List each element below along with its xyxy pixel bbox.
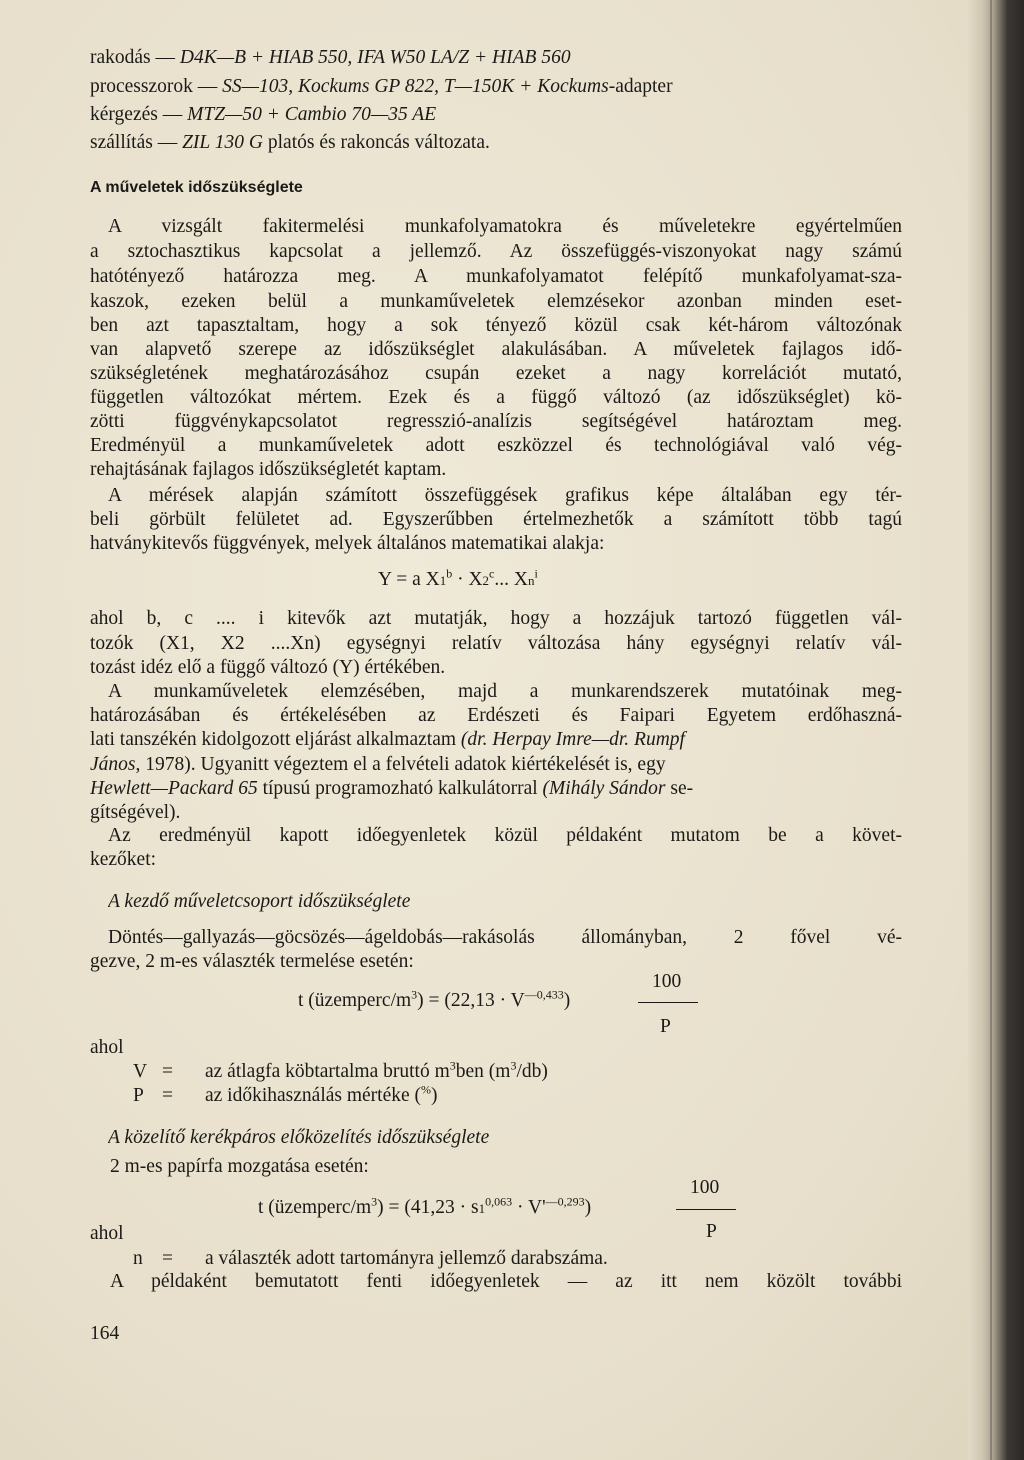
equipment-transport: szállítás — ZIL 130 G platós és rakoncás változata. [90,132,490,153]
paragraph-7: 2 m-es papírfa mozgatása esetén: [110,1156,369,1177]
fraction-bar [638,1002,698,1003]
subheading-skidding: A közelítő kerékpáros előközelítés időszükséglete [108,1127,490,1148]
where-label: ahol [90,1037,124,1058]
general-formula: Y = a $X1^b \cdot X2^c$... Xn$^i$ [378,566,538,590]
page-number: 164 [90,1323,120,1344]
definition-V: V [133,1061,148,1082]
scanned-page: rakodás — D4K—B + HIAB 550, IFA W50 LA/Z + HIAB 560 processzorok — SS—103, Kockums GP 822, T—150K + Kockums-adapter kérgezés — MTZ—50 + Cambio 70—35 AE szállítás — ZIL 130 G platós és rakoncás változata. A műveletek időszükséglete A vizsgált fakitermelési munkafolyamatokra és műveletekre egyértelműen a sztochasztikus kapcsolat a jellemző. Az összefüggés-viszonyokat nagy számú hatótényező határozza meg. A munkafolyamatot felépítő munkafolyamat-sza- kaszok, ezeken belül a munkaműveletek elemzésekor azonban minden eset- ben azt tapasztaltam, hogy a sok tényező közül csak két-három változónak van alapvető szerepe az időszükséglet alakulásában. A műveletek fajlagos idő- szükségletének meghatározásához csupán ezeket a nagy korrelációt mutató, független változókat mértem. Ezek és a függő változó (az időszükséglet) kö- zötti függvénykapcsolatot regresszió-analízis segítségével határoztam meg. Eredményül a munkaműveletek adott eszközzel és technológiával való vég- rehajtásának fajlagos időszükségletét kaptam. A mérések alapján számított összefüggések grafikus képe általában egy tér- beli görbült felületet ad. Egyszerűbben értelmezhetők a számított több tagú hatványkitevős függvények, melyek általános matematikai alakja: Y = a $X1^b \cdot X2^c$... Xn$^i$ ahol b, c .... i kitevők azt mutatják, hogy a hozzájuk tartozó független vál- tozók (X1, X2 ....Xn) egységnyi relatív változása hány egységnyi relatív vál- tozást idéz elő a függő változó (Y) értékében. A munkaműveletek elemzésében, majd a munkarendszerek mutatóinak meg- határozásában és értékelésében az Erdészeti és Faipari Egyetem erdőhaszná- lati tanszékén kidolgozott eljárást alkalmaztam (dr. Herpay Imre—dr. Rumpf János, 1978). Ugyanitt végeztem el a felvételi adatok kiértékelését is, egy Hewlett—Packard 65 típusú programozható kalkulátorral (Mihály Sándor se- gítségével). Az eredményül kapott időegyenletek közül példaként mutatom be a követ- kezőket: A kezdő műveletcsoport időszükséglete Döntés—gallyazás—göcsözés—ágeldobás—rakásolás állományban, 2 fővel vé- gezve, 2 m-es választék termelése esetén: 100 t $(üzemperc/m^3) = (22,13 \cdot V^{—0,433})$ P ahol V = az átlagfa köbtartalma bruttó $m^3ben$ $(m^3/db)$ P = az időkihasználás mértéke (%) A közelítő kerékpáros előközelítés időszükséglete 2 m-es papírfa mozgatása esetén: 100 t $(üzemperc/m^3) = (41,23 \cdot s1^{0,063} \cdot V'^{—0,293})$ P ahol n = a választék adott tartományra jellemző darabszáma. A példaként bemutatott fenti időegyenletek — az itt nem közölt további 164 [0,0,1024,1460]
equipment-loading: rakodás — D4K—B + HIAB 550, IFA W50 LA/Z + HIAB 560 [90,47,571,68]
fraction-bar [676,1209,736,1210]
subheading-initial-operations: A kezdő műveletcsoport időszükséglete [108,891,411,912]
definition-P: P [133,1085,144,1106]
paragraph-8: A példaként bemutatott fenti időegyenletek — az itt nem közölt további [110,1271,902,1292]
equipment-debarking: kérgezés — MTZ—50 + Cambio 70—35 AE [90,104,437,125]
section-heading-time-requirement: A műveletek időszükséglete [90,179,303,196]
definition-n: n [133,1248,143,1269]
where-label-2: ahol [90,1223,124,1244]
equipment-processors: processzorok — SS—103, Kockums GP 822, T—150K + Kockums-adapter [90,76,673,97]
book-spine-shadow [968,0,1024,1460]
